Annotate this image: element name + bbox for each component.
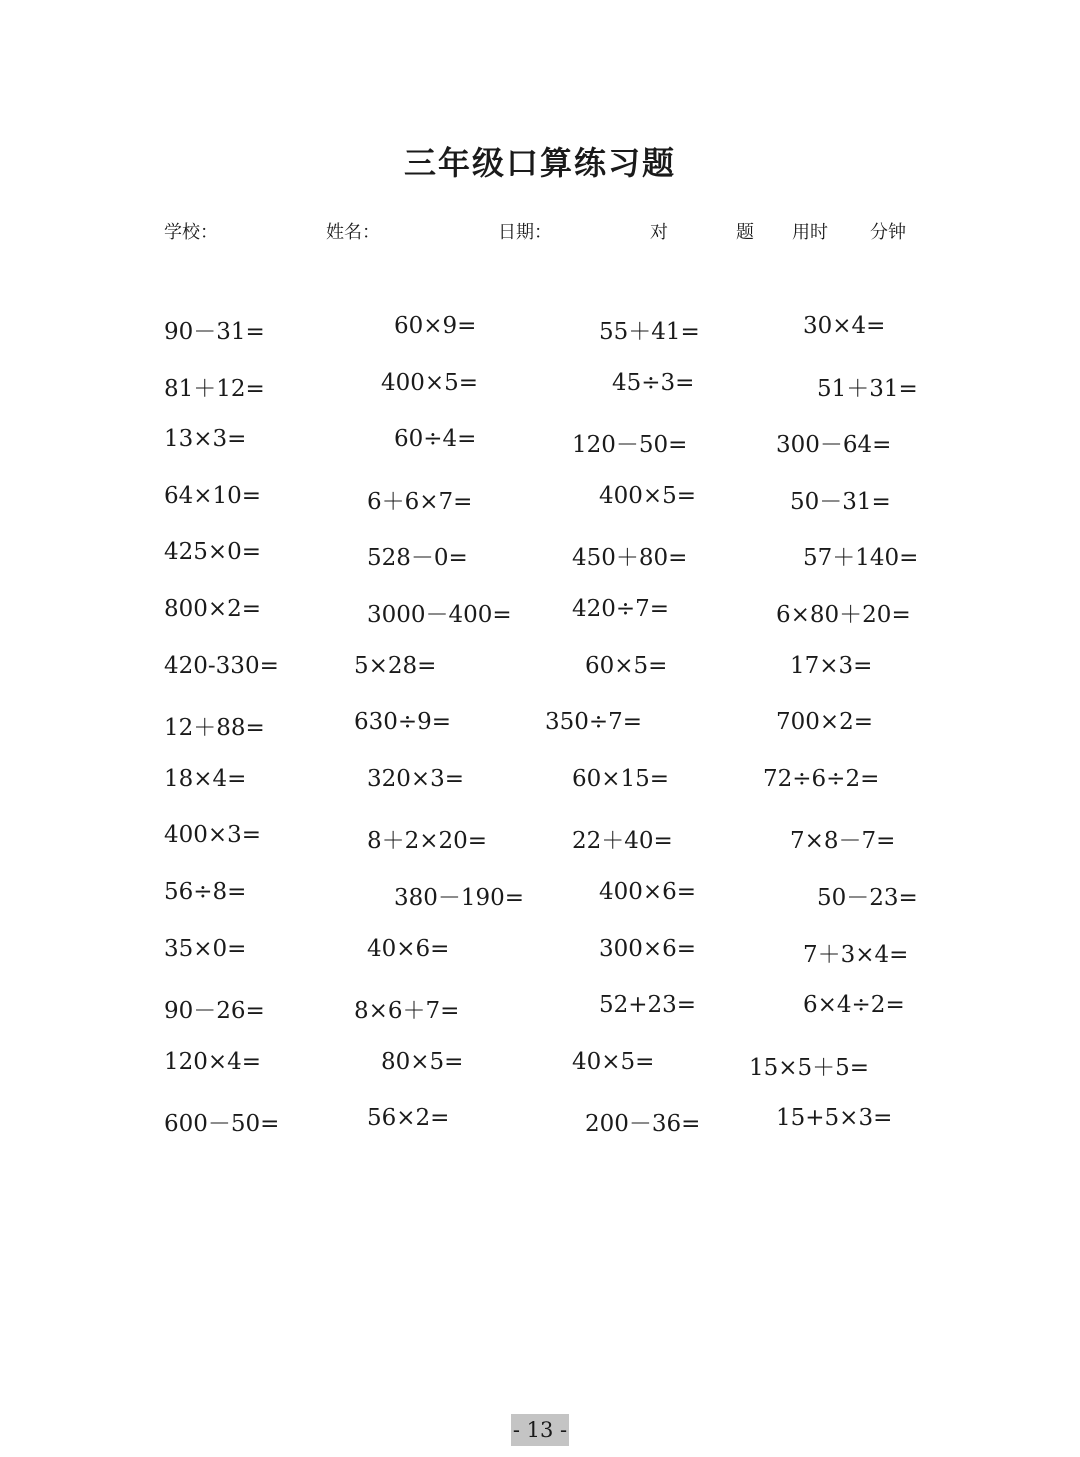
problem-r12-c3: 300×6= [599, 935, 697, 962]
problem-r2-c4: 51＋31= [817, 375, 918, 402]
problem-r4-c4: 50－31= [790, 488, 891, 515]
problem-r2-c2: 400×5= [381, 369, 479, 396]
problem-r11-c4: 50－23= [817, 885, 918, 911]
problem-r3-c3: 120－50= [572, 432, 688, 459]
problem-r11-c1: 56÷8= [164, 879, 247, 905]
problem-r5-c3: 450＋80= [572, 545, 688, 572]
problem-r5-c1: 425×0= [164, 539, 262, 566]
problem-r14-c1: 120×4= [164, 1048, 262, 1075]
problem-r7-c2: 5×28= [354, 652, 437, 679]
problem-r9-c1: 18×4= [164, 765, 247, 792]
problem-r1-c4: 30×4= [803, 313, 886, 339]
problem-r10-c2: 8＋2×20= [367, 828, 488, 855]
problem-r2-c3: 45÷3= [612, 369, 695, 396]
correct-label: 对 [650, 222, 668, 243]
problem-r9-c4: 72÷6÷2= [763, 765, 880, 792]
problem-r7-c3: 60×5= [585, 652, 668, 679]
problem-r13-c4: 6×4÷2= [803, 992, 905, 1019]
problem-r14-c4: 15×5＋5= [749, 1054, 870, 1081]
problem-r15-c4: 15+5×3= [776, 1105, 893, 1132]
problem-r15-c1: 600－50= [164, 1111, 280, 1138]
questions-label: 题 [736, 222, 754, 243]
problem-r9-c3: 60×15= [572, 765, 670, 792]
problem-r13-c1: 90－26= [164, 998, 265, 1025]
problem-r12-c1: 35×0= [164, 935, 247, 962]
problem-r14-c2: 80×5= [381, 1048, 464, 1075]
school-label: 学校： [164, 222, 218, 243]
problem-r12-c2: 40×6= [367, 935, 450, 962]
problem-r8-c3: 350÷7= [545, 709, 643, 736]
problem-r7-c1: 420-330= [164, 652, 279, 679]
problem-r15-c2: 56×2= [367, 1105, 450, 1132]
problem-r15-c3: 200－36= [585, 1111, 701, 1138]
problem-r13-c3: 52+23= [599, 992, 697, 1019]
problem-r8-c1: 12＋88= [164, 715, 265, 742]
problem-r6-c3: 420÷7= [572, 596, 670, 622]
problem-r1-c2: 60×9= [394, 313, 477, 339]
problem-r1-c3: 55＋41= [599, 319, 700, 345]
problem-r4-c1: 64×10= [164, 482, 262, 509]
problem-r1-c1: 90－31= [164, 319, 265, 345]
name-label: 姓名： [326, 222, 380, 243]
problem-r5-c4: 57＋140= [803, 545, 919, 572]
problem-r2-c1: 81＋12= [164, 375, 265, 402]
problem-r14-c3: 40×5= [572, 1048, 655, 1075]
problem-r4-c3: 400×5= [599, 482, 697, 509]
problem-r8-c2: 630÷9= [354, 709, 452, 736]
problem-r12-c4: 7＋3×4= [803, 941, 909, 968]
problem-r9-c2: 320×3= [367, 765, 465, 792]
problem-r3-c1: 13×3= [164, 426, 247, 453]
problem-r13-c2: 8×6＋7= [354, 998, 460, 1025]
page-number: - 13 - [511, 1414, 569, 1446]
problem-r10-c1: 400×3= [164, 822, 262, 849]
date-label: 日期： [498, 222, 552, 243]
problem-r5-c2: 528－0= [367, 545, 468, 572]
problem-r10-c4: 7×8－7= [790, 828, 896, 855]
page-title: 三年级口算练习题 [403, 144, 676, 182]
problem-r6-c4: 6×80＋20= [776, 602, 911, 628]
problem-r10-c3: 22＋40= [572, 828, 673, 855]
problem-r3-c4: 300－64= [776, 432, 892, 459]
minutes-label: 分钟 [870, 222, 906, 243]
problem-r11-c3: 400×6= [599, 879, 697, 905]
problem-r6-c1: 800×2= [164, 596, 262, 622]
problem-r4-c2: 6＋6×7= [367, 488, 473, 515]
problem-r6-c2: 3000－400= [367, 602, 512, 628]
problem-r11-c2: 380－190= [394, 885, 525, 911]
time-used-label: 用时 [792, 222, 828, 243]
problem-r7-c4: 17×3= [790, 652, 873, 679]
problem-r8-c4: 700×2= [776, 709, 874, 736]
problem-r3-c2: 60÷4= [394, 426, 477, 453]
